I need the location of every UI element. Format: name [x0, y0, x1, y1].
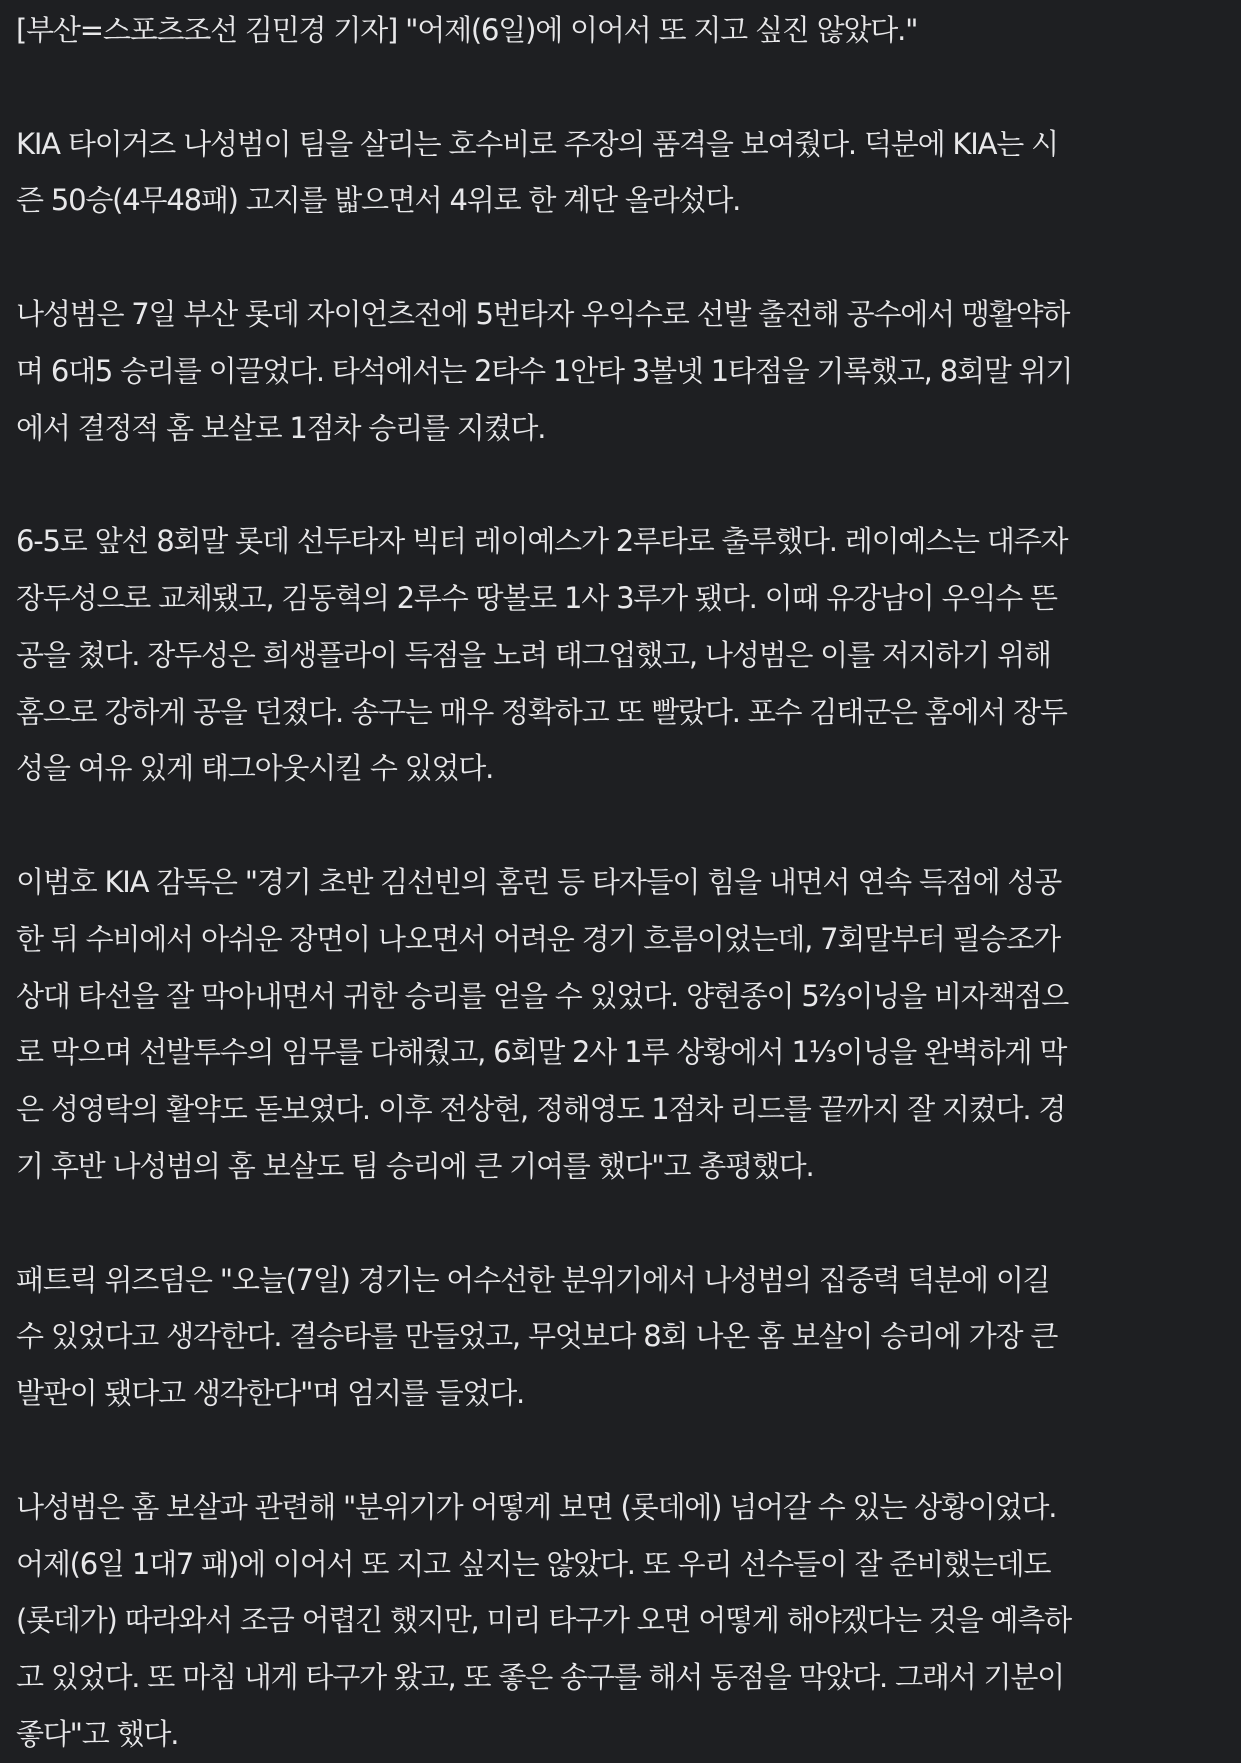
text-line: 발판이 됐다고 생각한다"며 엄지를 들었다. — [16, 1376, 525, 1411]
text-line: (롯데가) 따라와서 조금 어렵긴 했지만, 미리 타구가 오면 어떻게 해야겠다는 것을 예측하 — [16, 1603, 1071, 1638]
text-line: 은 성영탁의 활약도 돋보였다. 이후 전상현, 정해영도 1점차 리드를 끝까지 잘 지켰다. 경 — [16, 1092, 1066, 1127]
paragraph-manager-quote — [16, 854, 1228, 1195]
text-line: 공을 쳤다. 장두성은 희생플라이 득점을 노려 태그업했고, 나성범은 이를 저지하기 위해 — [16, 637, 1051, 672]
text-line: 수 있었다고 생각한다. 결승타를 만들었고, 무엇보다 8회 나온 홈 보살이 승리에 가장 큰 — [16, 1319, 1058, 1354]
article-body — [16, 2, 1228, 1763]
text-line: KIA 타이거즈 나성범이 팀을 살리는 호수비로 주장의 품격을 보여줬다. 덕분에 KIA는 시 — [16, 126, 1058, 161]
text-line: 패트릭 위즈덤은 "오늘(7일) 경기는 어수선한 분위기에서 나성범의 집중력 덕분에 이길 — [16, 1262, 1050, 1297]
text-line: 장두성으로 교체됐고, 김동혁의 2루수 땅볼로 1사 3루가 됐다. 이때 유강남이 우익수 뜬 — [16, 580, 1057, 615]
text-line: 6-5로 앞선 8회말 롯데 선두타자 빅터 레이예스가 2루타로 출루했다. 레이예스는 대주자 — [16, 524, 1068, 559]
text-line: 상대 타선을 잘 막아내면서 귀한 승리를 얻을 수 있었다. 양현종이 5⅔이닝을 비자책점으 — [16, 978, 1069, 1013]
paragraph-teammate-quote — [16, 1252, 1228, 1422]
text-line: [부산=스포츠조선 김민경 기자] "어제(6일)에 이어서 또 지고 싶진 않았다." — [16, 13, 918, 47]
text-line: 기 후반 나성범의 홈 보살도 팀 승리에 큰 기여를 했다"고 총평했다. — [16, 1148, 814, 1183]
text-line: 나성범은 7일 부산 롯데 자이언츠전에 5번타자 우익수로 선발 출전해 공수에서 맹활약하 — [16, 296, 1070, 331]
text-line: 어제(6일 1대7 패)에 이어서 또 지고 싶지는 않았다. 또 우리 선수들이 잘 준비했는데도 — [16, 1546, 1051, 1581]
text-line: 에서 결정적 홈 보살로 1점차 승리를 지켰다. — [16, 410, 546, 445]
paragraph-lead — [16, 116, 1228, 230]
text-line: 고 있었다. 또 마침 내게 타구가 왔고, 또 좋은 송구를 해서 동점을 막았다. 그래서 기분이 — [16, 1660, 1064, 1695]
text-line: 며 6대5 승리를 이끌었다. 타석에서는 2타수 1안타 3볼넷 1타점을 기록했고, 8회말 위기 — [16, 353, 1073, 388]
paragraph-play-description — [16, 513, 1228, 797]
text-line: 좋다"고 했다. — [16, 1716, 179, 1751]
text-line: 로 막으며 선발투수의 임무를 다해줬고, 6회말 2사 1루 상황에서 1⅓이닝을 완벽하게 막 — [16, 1035, 1067, 1070]
paragraph-player-quote — [16, 1479, 1228, 1763]
text-line: 나성범은 홈 보살과 관련해 "분위기가 어떻게 보면 (롯데에) 넘어갈 수 있는 상황이었다. — [16, 1489, 1057, 1524]
paragraph-dateline — [16, 2, 1228, 59]
paragraph-game-summary — [16, 286, 1228, 456]
text-line: 즌 50승(4무48패) 고지를 밟으면서 4위로 한 계단 올라섰다. — [16, 183, 741, 218]
text-line: 한 뒤 수비에서 아쉬운 장면이 나오면서 어려운 경기 흐름이었는데, 7회말부터 필승조가 — [16, 921, 1060, 956]
text-line: 홈으로 강하게 공을 던졌다. 송구는 매우 정확하고 또 빨랐다. 포수 김태군은 홈에서 장두 — [16, 694, 1067, 729]
text-line: 성을 여유 있게 태그아웃시킬 수 있었다. — [16, 751, 494, 786]
text-line: 이범호 KIA 감독은 "경기 초반 김선빈의 홈런 등 타자들이 힘을 내면서 연속 득점에 성공 — [16, 864, 1062, 899]
